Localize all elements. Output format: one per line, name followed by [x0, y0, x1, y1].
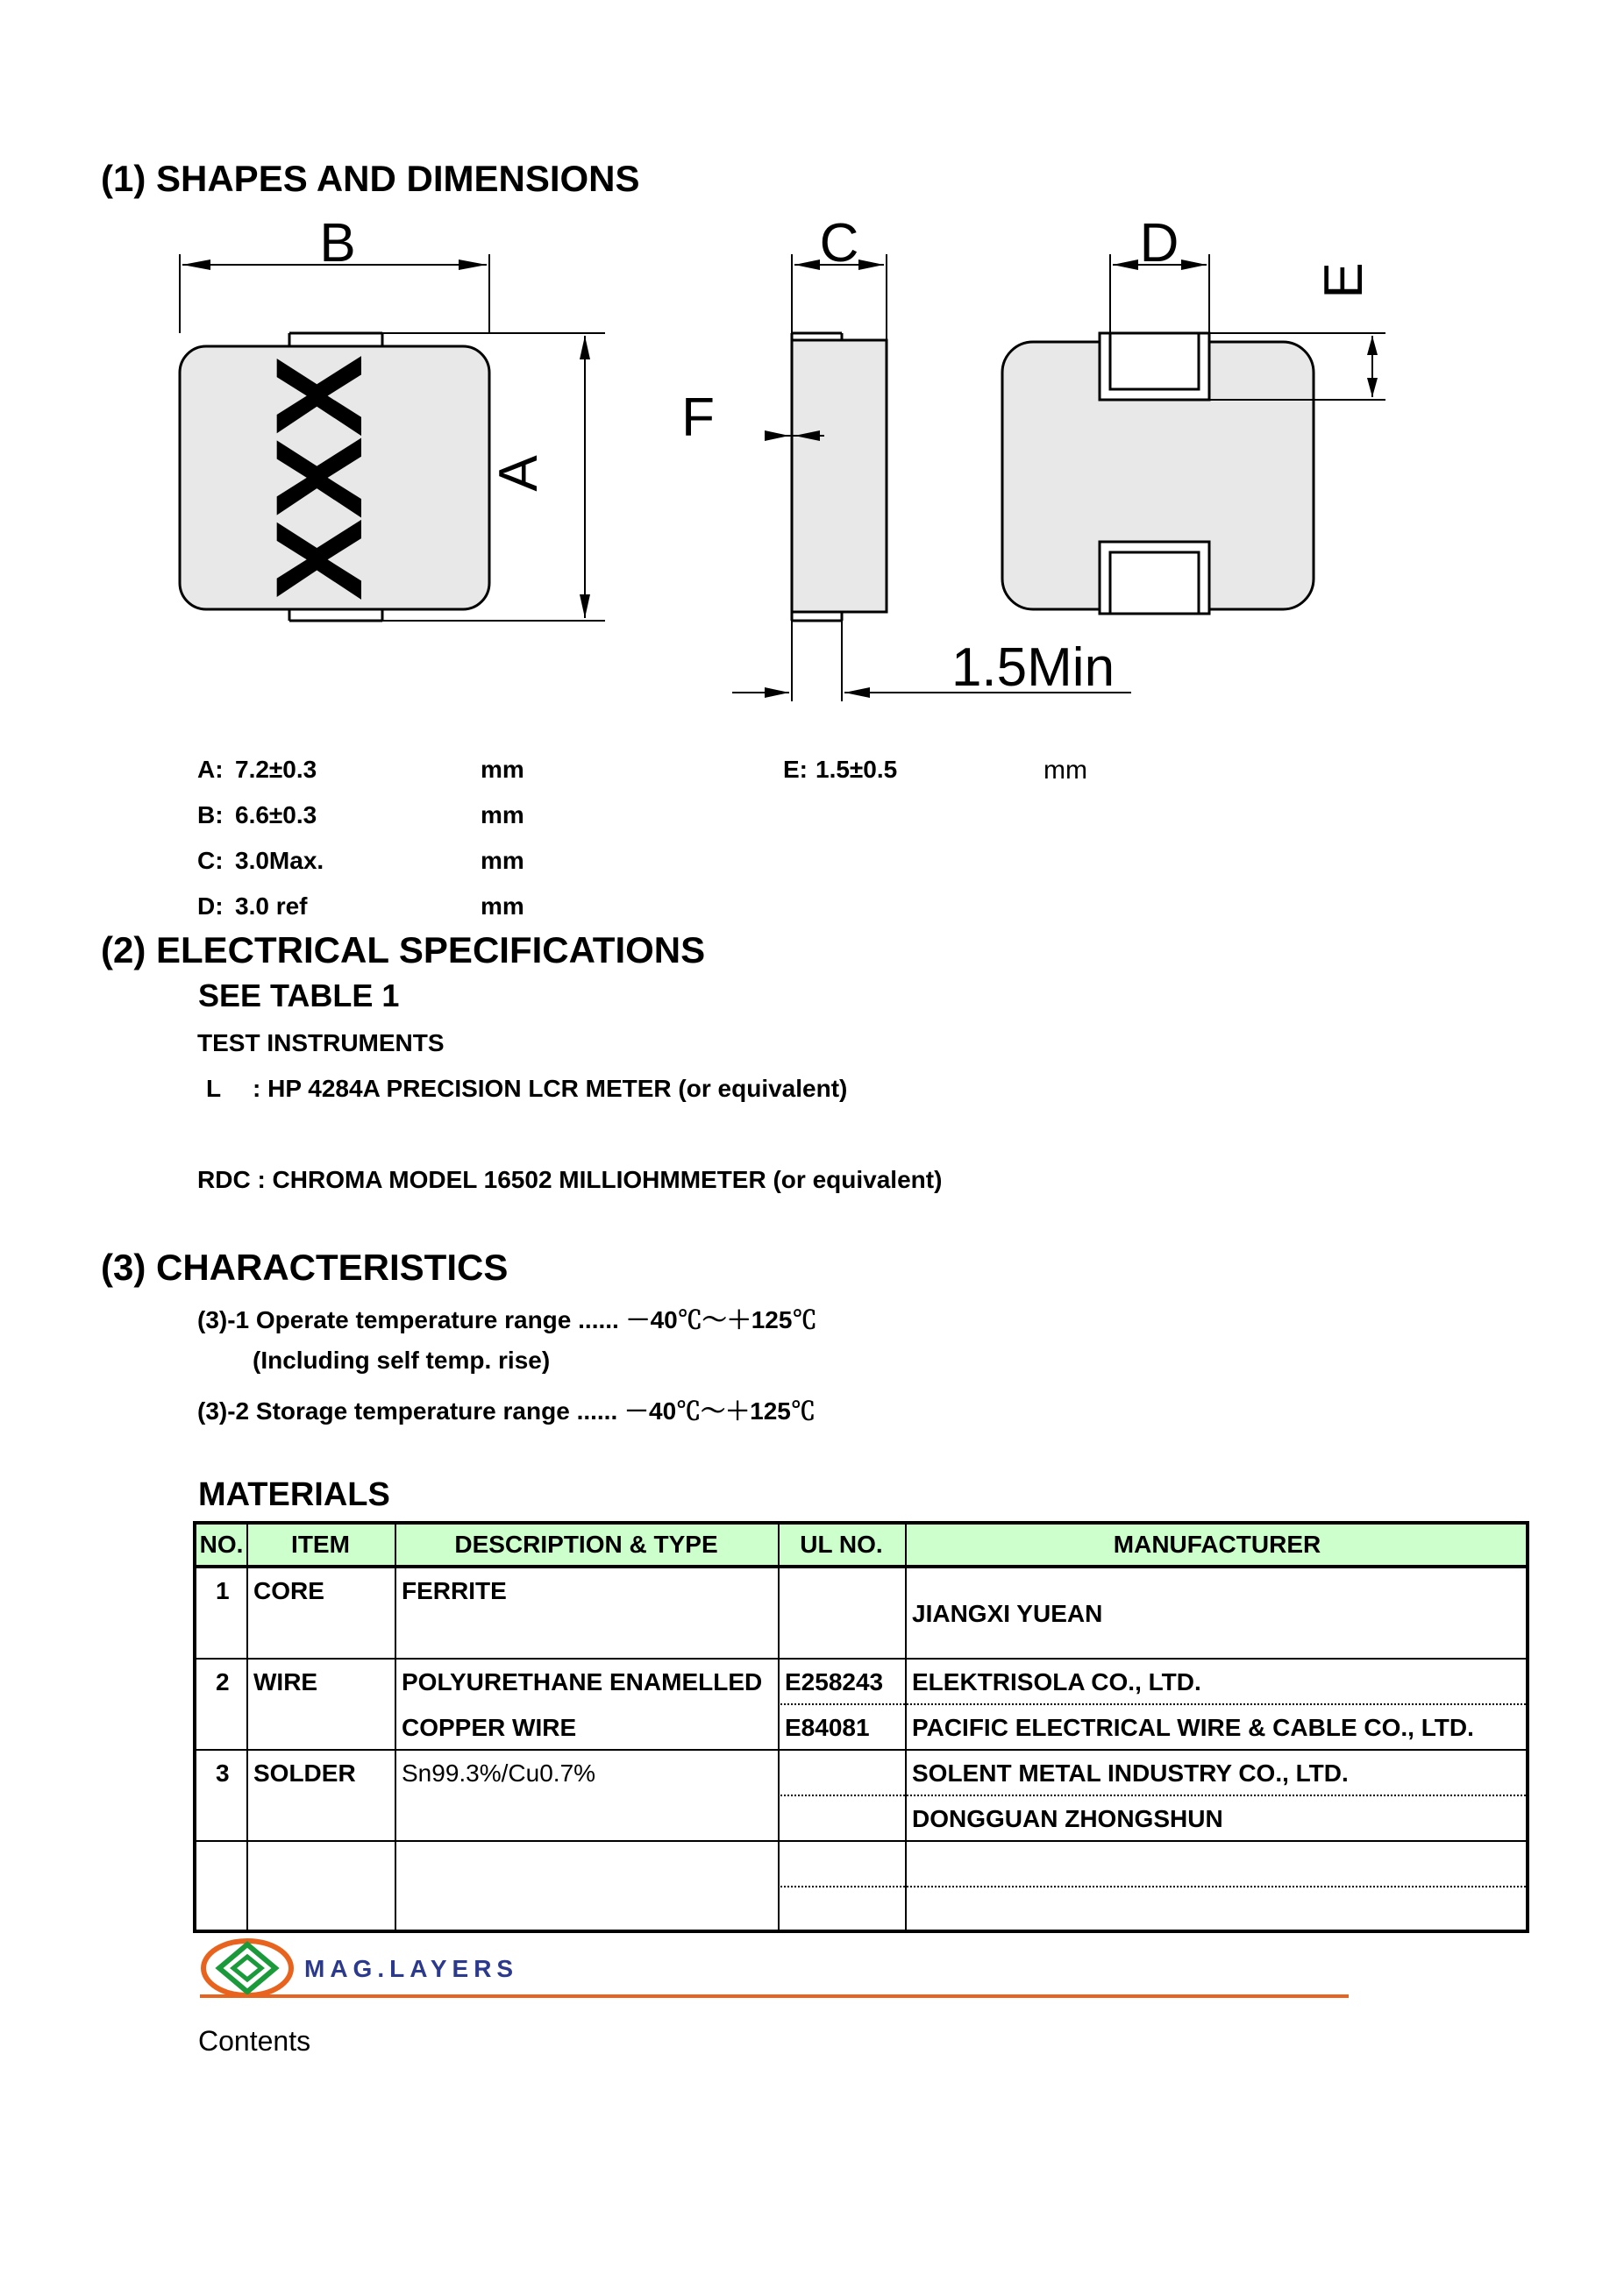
- label-B: B: [319, 213, 356, 274]
- dim-d-label: D:: [197, 892, 224, 920]
- row1-item: CORE: [253, 1577, 324, 1604]
- row3-desc: Sn99.3%/Cu0.7%: [402, 1759, 596, 1787]
- row2-desc-line2: COPPER WIRE: [402, 1714, 577, 1741]
- section3-title: (3) CHARACTERISTICS: [101, 1247, 509, 1288]
- dim-d-value: 3.0 ref: [235, 892, 308, 920]
- row3-manufacturer-1: SOLENT METAL INDUSTRY CO., LTD.: [912, 1759, 1349, 1787]
- label-1-5min: 1.5Min: [951, 637, 1115, 698]
- dim-c-value: 3.0Max.: [235, 847, 324, 874]
- label-E: E: [1314, 262, 1374, 299]
- header-manufacturer: MANUFACTURER: [1113, 1531, 1321, 1558]
- dim-d-unit: mm: [481, 892, 524, 920]
- operate-temp-range: (3)-1 Operate temperature range ...... －40℃～＋125℃: [197, 1306, 817, 1333]
- footer-rule: [200, 1994, 1349, 1998]
- dim-e-value: 1.5±0.5: [816, 756, 898, 783]
- dim-c-label: C:: [197, 847, 224, 874]
- dim-a-unit: mm: [481, 756, 524, 783]
- section2-title: (2) ELECTRICAL SPECIFICATIONS: [101, 929, 706, 970]
- dim-b-value: 6.6±0.3: [235, 801, 317, 828]
- front-view: [180, 254, 605, 621]
- dim-c-unit: mm: [481, 847, 524, 874]
- row2-manufacturer-1: ELEKTRISOLA CO., LTD.: [912, 1668, 1201, 1695]
- test-instruments-label: TEST INSTRUMENTS: [197, 1029, 445, 1056]
- marking-text: XXX: [250, 354, 388, 601]
- row2-no: 2: [216, 1668, 230, 1695]
- dim-e-label: E:: [783, 756, 808, 783]
- section1-title: (1) SHAPES AND DIMENSIONS: [101, 158, 640, 199]
- materials-table: [193, 1521, 1529, 1933]
- contents-label: Contents: [198, 2025, 311, 2057]
- maglayers-logo: [200, 1937, 295, 1999]
- label-F: F: [681, 387, 715, 448]
- bottom-view: [1002, 254, 1385, 614]
- row2-manufacturer-2: PACIFIC ELECTRICAL WIRE & CABLE CO., LTD.: [912, 1714, 1474, 1741]
- rdc-instrument-text: RDC : CHROMA MODEL 16502 MILLIOHMMETER (or equivalent): [197, 1166, 943, 1193]
- row2-item: WIRE: [253, 1668, 318, 1695]
- dim-a-value: 7.2±0.3: [235, 756, 317, 783]
- header-description: DESCRIPTION & TYPE: [454, 1531, 718, 1558]
- storage-temp-range: (3)-2 Storage temperature range ...... －40℃～＋125℃: [197, 1397, 816, 1425]
- row3-item: SOLDER: [253, 1759, 356, 1787]
- label-A: A: [488, 455, 549, 492]
- header-item: ITEM: [291, 1531, 350, 1558]
- row2-ul-1: E258243: [785, 1668, 884, 1695]
- dimension-drawing: [0, 202, 1624, 728]
- row3-no: 3: [216, 1759, 230, 1787]
- see-table-label: SEE TABLE 1: [198, 977, 400, 1013]
- row2-ul-2: E84081: [785, 1714, 870, 1741]
- materials-title: MATERIALS: [198, 1476, 390, 1513]
- dim-b-unit: mm: [481, 801, 524, 828]
- self-temp-rise-note: (Including self temp. rise): [253, 1347, 551, 1374]
- row1-desc: FERRITE: [402, 1577, 507, 1604]
- l-instrument-text: : HP 4284A PRECISION LCR METER (or equivalent): [253, 1075, 848, 1102]
- brand-name: MAG.LAYERS: [304, 1955, 519, 1982]
- dim-b-label: B:: [197, 801, 224, 828]
- label-D: D: [1139, 213, 1179, 274]
- header-no: NO.: [199, 1531, 244, 1558]
- dim-e-unit: mm: [1043, 756, 1087, 785]
- dim-a-label: A:: [197, 756, 224, 783]
- row2-desc-line1: POLYURETHANE ENAMELLED: [402, 1668, 763, 1695]
- row1-no: 1: [216, 1577, 230, 1604]
- label-C: C: [819, 213, 859, 274]
- l-label: L: [206, 1075, 222, 1102]
- row1-manufacturer: JIANGXI YUEAN: [912, 1600, 1103, 1627]
- row3-manufacturer-2: DONGGUAN ZHONGSHUN: [912, 1805, 1223, 1832]
- header-ul-no: UL NO.: [800, 1531, 883, 1558]
